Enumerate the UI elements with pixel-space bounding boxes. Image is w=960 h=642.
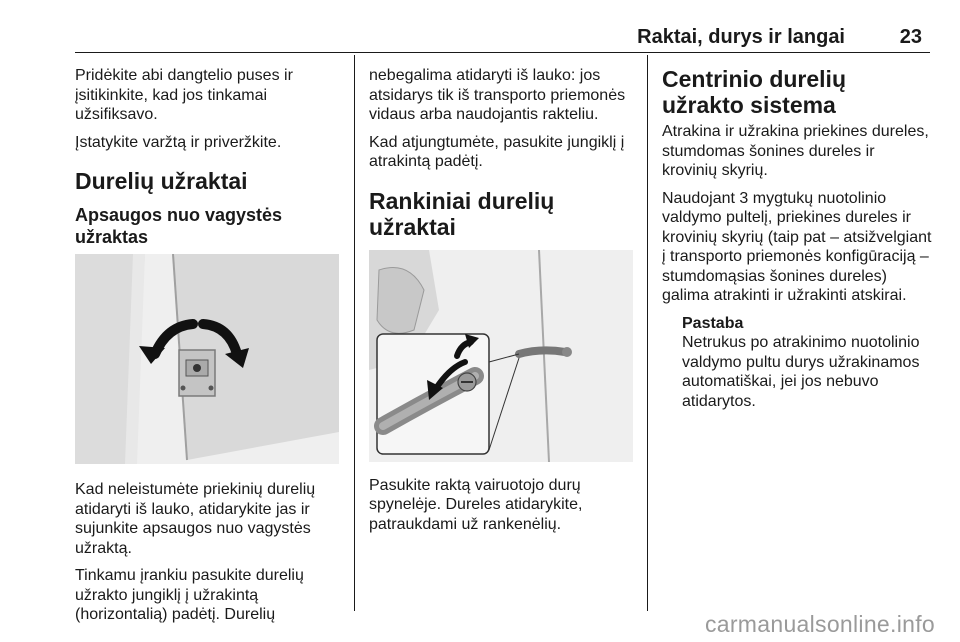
column-1 (75, 66, 345, 633)
paragraph: Kad atjungtumėte, pasukite jungiklį į atrakintą padėtį. (369, 133, 625, 170)
page-number: 23 (899, 26, 922, 48)
column-divider-right (647, 55, 648, 611)
paragraph: Pridėkite abi dangtelio puses ir įsitikinkite, kad jos tinkamai užsifiksavo. (75, 67, 293, 123)
watermark: carmanualsonline.info (704, 611, 935, 637)
paragraph: Tinkamu įrankiu pasukite durelių užrakto jungiklį į užrakintą (horizontalią) padėtį. Durelių (75, 567, 304, 623)
paragraph: nebegalima atidaryti iš lauko: jos atsidarys tik iš transporto priemonės vidaus arba naudojantis rakteliu. (369, 67, 626, 123)
paragraph: Naudojant 3 mygtukų nuotolinio valdymo pultelį, priekines dureles ir krovinių skyrių (taip pat – atsižvelgiant į transporto priemonės konfigūraciją – stumdomąsias šonines dureles) galima atrakinti ir užrakinti atskirai. (662, 189, 932, 304)
header-title: Raktai, durys ir langai (637, 26, 845, 48)
paragraph: Pasukite raktą vairuotojo durų spynelėje. Dureles atidarykite, patraukdami už rankenėlių. (369, 476, 583, 533)
header-rule (75, 52, 930, 53)
note-block (662, 314, 934, 412)
paragraph: Kad neleistumėte priekinių durelių atidaryti iš lauko, atidarykite jas ir sujunkite apsaugos nuo vagystės užraktą. (75, 481, 316, 557)
manual-door-lock-figure (369, 250, 633, 462)
column-divider-left (354, 55, 355, 611)
section-heading: Centrinio durelių užrakto sistema (662, 66, 846, 118)
column-3 (662, 66, 934, 411)
paragraph: Įstatykite varžtą ir priveržkite. (75, 133, 282, 151)
note-text: Netrukus po atrakinimo nuotolinio valdymo pultu durys užrakinamos automatiškai, jei jos nebuvo atidarytos. (682, 334, 920, 410)
column-2 (369, 66, 639, 542)
subsection-heading: Apsaugos nuo vagystės užraktas (75, 205, 283, 247)
anti-theft-lock-figure (75, 254, 339, 464)
paragraph: Atrakina ir užrakina priekines dureles, stumdomas šonines dureles ir krovinių skyrių. (662, 123, 929, 179)
section-heading: Durelių užraktai (75, 168, 248, 194)
section-heading: Rankiniai durelių užraktai (369, 187, 555, 240)
note-title: Pastaba (682, 314, 744, 332)
